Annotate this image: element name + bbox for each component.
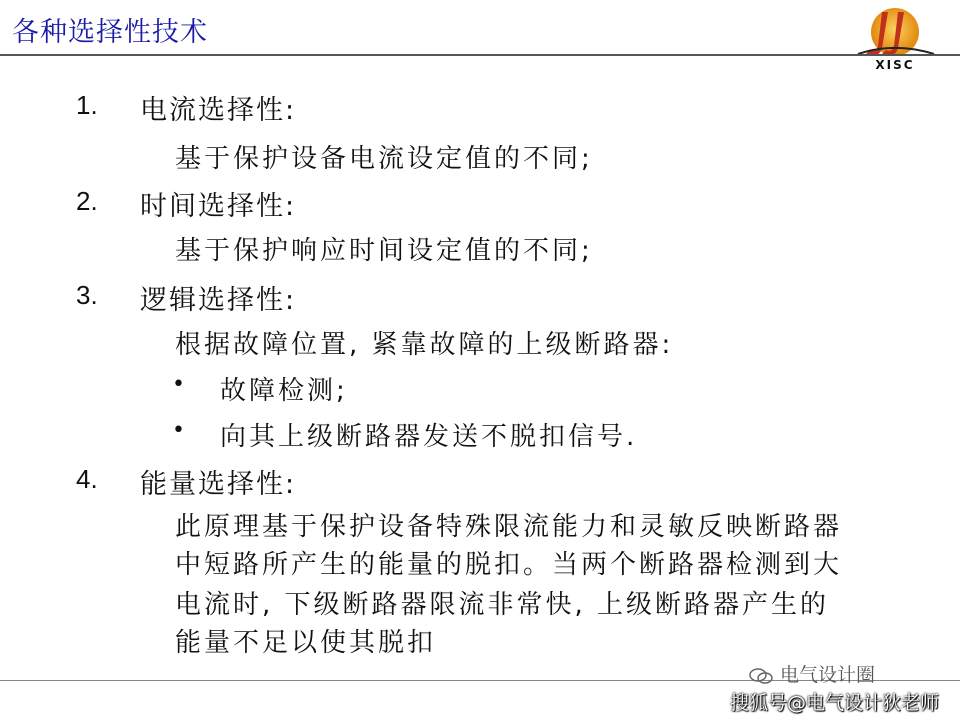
watermark-text: 电气设计圈 [780, 664, 876, 686]
section-text-line: 中短路所产生的能量的脱扣。当两个断路器检测到大 [175, 550, 843, 580]
section-heading: 逻辑选择性: [140, 285, 297, 316]
watermark-wechat [748, 660, 875, 687]
wechat-icon [748, 667, 774, 685]
section-heading: 能量选择性: [140, 469, 297, 500]
bullet-icon: • [172, 418, 185, 443]
section-number: 4. [76, 464, 98, 494]
section-heading: 时间选择性: [140, 191, 297, 222]
section-number: 1. [76, 90, 98, 120]
bullet-item: 故障检测; [220, 376, 348, 406]
section-text-line: 此原理基于保护设备特殊限流能力和灵敏反映断路器 [175, 512, 843, 542]
bullet-item: 向其上级断路器发送不脱扣信号. [220, 422, 638, 452]
slide-title: 各种选择性技术 [12, 17, 208, 48]
section-text-line: 能量不足以使其脱扣 [175, 628, 437, 658]
section-number: 2. [76, 186, 98, 216]
section-text-line: 基于保护响应时间设定值的不同; [175, 236, 593, 266]
watermark-sohu: 搜狐号@电气设计狄老师 [730, 692, 940, 714]
section-heading: 电流选择性: [140, 95, 297, 126]
logo-text: XISC [875, 58, 915, 72]
section-text-line: 基于保护设备电流设定值的不同; [175, 144, 593, 174]
section-text-line: 根据故障位置, 紧靠故障的上级断路器: [175, 330, 674, 360]
section-text-line: 电流时, 下级断路器限流非常快, 上级断路器产生的 [175, 590, 830, 620]
section-number: 3. [76, 280, 98, 310]
bullet-icon: • [172, 372, 185, 397]
